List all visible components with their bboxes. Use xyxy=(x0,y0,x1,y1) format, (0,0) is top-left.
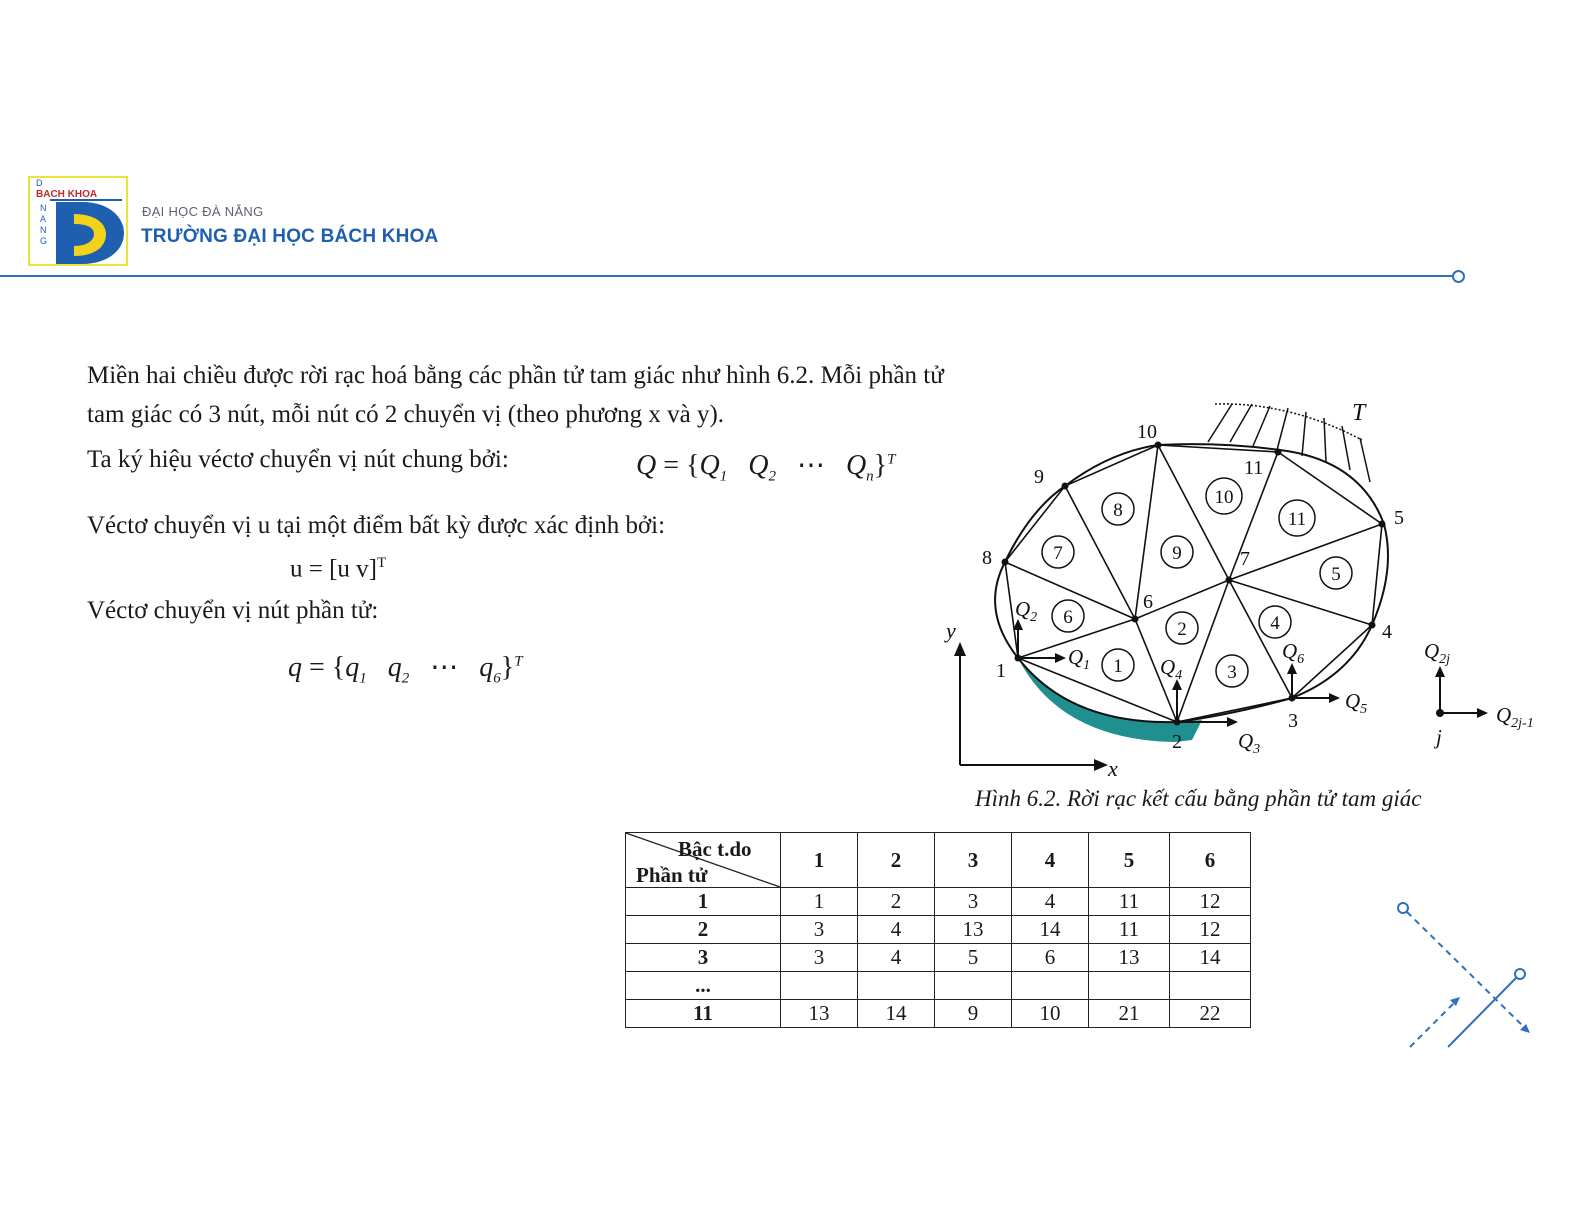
element-label-5: 5 xyxy=(1331,564,1341,585)
node-label-8: 8 xyxy=(982,547,992,569)
table-cell: 4 xyxy=(1012,888,1089,916)
node-label-6: 6 xyxy=(1143,591,1153,613)
node-label-1: 1 xyxy=(996,660,1006,682)
table-row xyxy=(626,916,1251,944)
logo-letter-d: D xyxy=(36,178,43,188)
element-label-7: 7 xyxy=(1053,543,1063,564)
node-label-9: 9 xyxy=(1034,466,1044,488)
table-row xyxy=(626,1000,1251,1028)
paragraph-1-line-1: Miền hai chiều được rời rạc hoá bằng các phần tử tam giác như hình 6.2. Mỗi phần tử xyxy=(87,362,944,389)
table-cell: 14 xyxy=(1170,944,1251,972)
column-header: 2 xyxy=(858,833,935,888)
table-cell: 3 xyxy=(781,944,858,972)
node-label-3: 3 xyxy=(1288,710,1298,732)
svg-text:A: A xyxy=(40,214,47,224)
table-corner-cell xyxy=(626,833,781,888)
column-header: 5 xyxy=(1089,833,1170,888)
svg-text:G: G xyxy=(40,236,48,246)
table-cell: 4 xyxy=(858,944,935,972)
label-Q6: $Q_6$ xyxy=(1282,639,1305,667)
table-cell: 22 xyxy=(1170,1000,1251,1028)
logo-text: BACH KHOA xyxy=(36,189,98,200)
figure-caption: Hình 6.2. Rời rạc kết cấu bằng phần tử tam giác xyxy=(975,786,1422,811)
node-label-4: 4 xyxy=(1382,621,1392,643)
table-row xyxy=(626,888,1251,916)
node-label-2: 2 xyxy=(1172,731,1182,753)
dof-table xyxy=(625,832,1251,1028)
table-row xyxy=(626,944,1251,972)
column-header: 1 xyxy=(781,833,858,888)
table-cell: 5 xyxy=(935,944,1012,972)
column-header: 6 xyxy=(1170,833,1251,888)
table-cell: 2 xyxy=(858,888,935,916)
node-label-11: 11 xyxy=(1244,457,1264,479)
table-cell: 9 xyxy=(935,1000,1012,1028)
paragraph-2: Ta ký hiệu véctơ chuyển vị nút chung bởi: xyxy=(87,446,509,473)
table-cell xyxy=(858,972,935,1000)
mesh-figure xyxy=(940,390,1560,785)
equation-Q: $Q = \{Q_1$ $Q_2$ ⋯ $Q_n\}^T$ xyxy=(636,450,896,485)
element-label-10: 10 xyxy=(1214,487,1234,508)
svg-text:N: N xyxy=(40,225,47,235)
table-cell xyxy=(1012,972,1089,1000)
equation-u: u = [u v]$^T$ xyxy=(290,555,387,583)
node-label-7: 7 xyxy=(1240,548,1250,570)
label-Q2j: $Q_{2j}$ xyxy=(1424,639,1451,667)
table-cell: 13 xyxy=(1089,944,1170,972)
table-cell: 12 xyxy=(1170,888,1251,916)
table-cell: 13 xyxy=(935,916,1012,944)
label-Q4: $Q_4$ xyxy=(1160,655,1183,683)
element-label-4: 4 xyxy=(1270,613,1280,634)
table-cell: 4 xyxy=(858,916,935,944)
table-cell: 11 xyxy=(1089,888,1170,916)
row-label: ... xyxy=(626,972,781,1000)
logo-graphic xyxy=(30,178,126,264)
paragraph-4: Véctơ chuyển vị nút phần tử: xyxy=(87,597,379,624)
distributed-load xyxy=(1208,404,1370,482)
element-label-8: 8 xyxy=(1113,500,1123,521)
header-divider xyxy=(0,275,1455,277)
label-Q2: $Q_2$ xyxy=(1015,597,1038,625)
table-cell: 14 xyxy=(1012,916,1089,944)
header-divider-dot xyxy=(1452,270,1465,283)
node-label-5: 5 xyxy=(1394,507,1404,529)
table-cell: 3 xyxy=(781,916,858,944)
paragraph-1-line-2: tam giác có 3 nút, mỗi nút có 2 chuyển vị (theo phương x và y). xyxy=(87,401,725,428)
table-cell xyxy=(1170,972,1251,1000)
corner-label-dof: Bậc t.do xyxy=(678,837,752,861)
element-label-2: 2 xyxy=(1177,619,1187,640)
table-cell: 14 xyxy=(858,1000,935,1028)
decorative-lines xyxy=(1390,895,1540,1055)
table-cell: 11 xyxy=(1089,916,1170,944)
element-label-6: 6 xyxy=(1063,607,1073,628)
table-cell: 13 xyxy=(781,1000,858,1028)
table-cell xyxy=(935,972,1012,1000)
label-Q2j-1: $Q_{2j-1}$ xyxy=(1496,703,1534,731)
table-cell: 1 xyxy=(781,888,858,916)
table-cell xyxy=(781,972,858,1000)
paragraph-3: Véctơ chuyển vị u tại một điểm bất kỳ được xác định bởi: xyxy=(87,512,666,539)
axis-y-label: y xyxy=(946,618,956,643)
label-Q3: $Q_3$ xyxy=(1238,729,1261,757)
equation-q: $q = \{q_1$ $q_2$ ⋯ $q_6\}^T$ xyxy=(288,652,523,687)
element-label-1: 1 xyxy=(1113,656,1123,677)
node-j-label: j xyxy=(1436,725,1442,749)
table-cell xyxy=(1089,972,1170,1000)
table-cell: 10 xyxy=(1012,1000,1089,1028)
label-Q5: $Q_5$ xyxy=(1345,689,1368,717)
element-label-3: 3 xyxy=(1227,662,1237,683)
table-cell: 21 xyxy=(1089,1000,1170,1028)
axis-x-label: x xyxy=(1108,756,1118,781)
table-cell: 3 xyxy=(935,888,1012,916)
element-label-9: 9 xyxy=(1172,543,1182,564)
row-label: 11 xyxy=(626,1000,781,1028)
svg-text:N: N xyxy=(40,203,47,213)
equation-u-text: u = [u v] xyxy=(290,555,377,583)
element-label-11: 11 xyxy=(1287,509,1307,530)
row-label: 3 xyxy=(626,944,781,972)
university-name: ĐẠI HỌC ĐÀ NẴNG xyxy=(142,204,264,219)
load-label: T xyxy=(1352,400,1366,426)
table-cell: 12 xyxy=(1170,916,1251,944)
node-label-10: 10 xyxy=(1137,421,1157,443)
table-cell: 6 xyxy=(1012,944,1089,972)
row-label: 1 xyxy=(626,888,781,916)
column-header: 4 xyxy=(1012,833,1089,888)
table-row xyxy=(626,972,1251,1000)
school-name: TRƯỜNG ĐẠI HỌC BÁCH KHOA xyxy=(141,226,439,247)
column-header: 3 xyxy=(935,833,1012,888)
corner-label-element: Phần tử xyxy=(636,863,708,887)
row-label: 2 xyxy=(626,916,781,944)
table-header-row xyxy=(626,833,1251,888)
school-logo xyxy=(28,176,128,266)
label-Q1: $Q_1$ xyxy=(1068,645,1091,673)
